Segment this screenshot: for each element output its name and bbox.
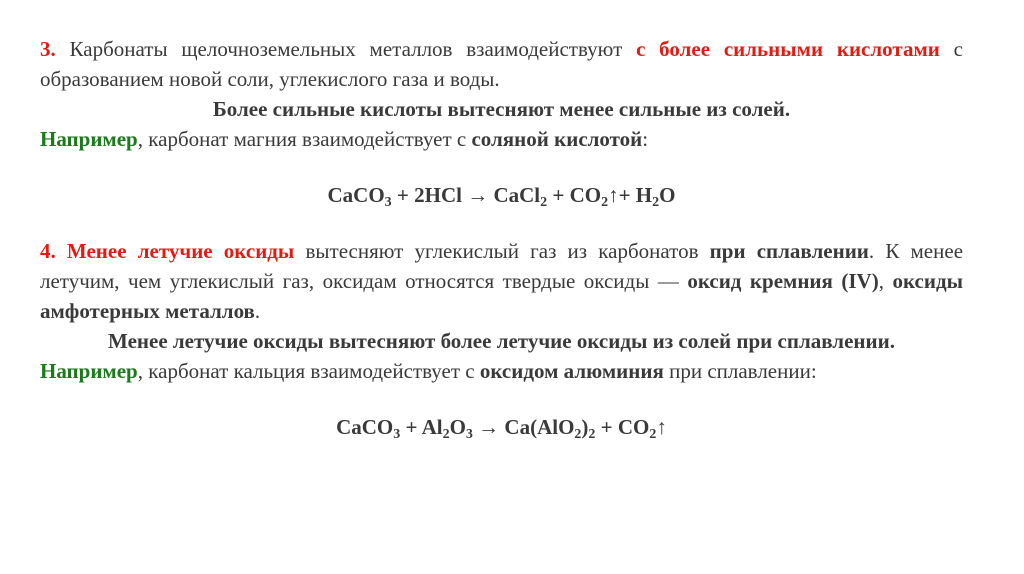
equation-2-subscript: 2 xyxy=(442,427,450,442)
equation-2-part: CaCO xyxy=(336,415,394,439)
equation-1-subscript: 2 xyxy=(540,195,548,210)
section-3-rule: Более сильные кислоты вытесняют менее сильные из солей. xyxy=(212,97,791,121)
section-4-paragraph xyxy=(40,236,963,326)
section-3-example-bold: соляной кислотой xyxy=(471,127,643,151)
equation-2-subscript: 3 xyxy=(393,427,401,442)
equation-2-subscript: 2 xyxy=(574,427,582,442)
section-4-text-2: . К менее летучим, чем углекислый газ, оксидам относятся твердые оксиды — xyxy=(40,239,964,293)
section-4-number: 4. xyxy=(40,239,56,263)
section-3-text-1: Карбонаты щелочноземельных металлов взаимодействуют xyxy=(55,37,637,61)
section-4-rule: Менее летучие оксиды вытесняют более летучие оксиды из солей при сплавлении. xyxy=(108,329,895,353)
equation-2-subscript: 2 xyxy=(649,427,657,442)
equation-1-part: + 2HCl → CaCl xyxy=(391,183,541,207)
equation-2-part: + CO xyxy=(595,415,650,439)
section-3-highlight: с более сильными кислотами xyxy=(636,37,940,61)
section-4-text-1: вытесняют углекислый газ из карбонатов xyxy=(294,239,710,263)
section-4-example xyxy=(40,356,963,386)
equation-1-subscript: 2 xyxy=(601,195,609,210)
equation-2-subscript: 2 xyxy=(588,427,596,442)
section-3-example xyxy=(40,124,963,154)
equation-2-part: + Al xyxy=(400,415,443,439)
section-3-number: 3. xyxy=(40,37,56,61)
section-4-text-4: . xyxy=(254,299,261,323)
section-3-text-2: с образованием новой соли, углекислого газа и воды. xyxy=(40,37,963,91)
slide-content xyxy=(40,34,963,442)
section-3-example-label: Например xyxy=(40,127,138,151)
section-4-example-text: , карбонат кальция взаимодействует с xyxy=(137,359,480,383)
equation-2-part: → Ca(AlO xyxy=(472,415,575,439)
section-4-highlight: Менее летучие оксиды xyxy=(55,239,295,263)
section-3-example-end: : xyxy=(642,127,649,151)
section-4-bold-1: при сплавлении xyxy=(709,239,869,263)
equation-1-part: CaCO xyxy=(327,183,385,207)
section-3-paragraph xyxy=(40,34,963,94)
section-4-example-end: при сплавлении: xyxy=(663,359,817,383)
equation-1-subscript: 3 xyxy=(384,195,392,210)
section-4-bold-2: оксид кремния (IV) xyxy=(687,269,879,293)
equation-1 xyxy=(40,180,963,210)
equation-2-subscript: 3 xyxy=(465,427,473,442)
equation-2-part: O xyxy=(449,415,466,439)
equation-1-part: + CO xyxy=(547,183,602,207)
equation-2-part: ↑ xyxy=(656,415,667,439)
section-4-bold-3: оксиды амфотерных металлов xyxy=(40,269,963,323)
equation-1-part: O xyxy=(659,183,676,207)
section-4-example-bold: оксидом алюминия xyxy=(479,359,664,383)
equation-1-part: ↑+ H xyxy=(608,183,653,207)
equation-2-part: ) xyxy=(581,415,589,439)
section-3-example-text: , карбонат магния взаимодействует с xyxy=(137,127,472,151)
equation-2 xyxy=(40,412,963,442)
section-4-text-3: , xyxy=(878,269,893,293)
equation-1-subscript: 2 xyxy=(652,195,660,210)
section-4-example-label: Например xyxy=(40,359,138,383)
